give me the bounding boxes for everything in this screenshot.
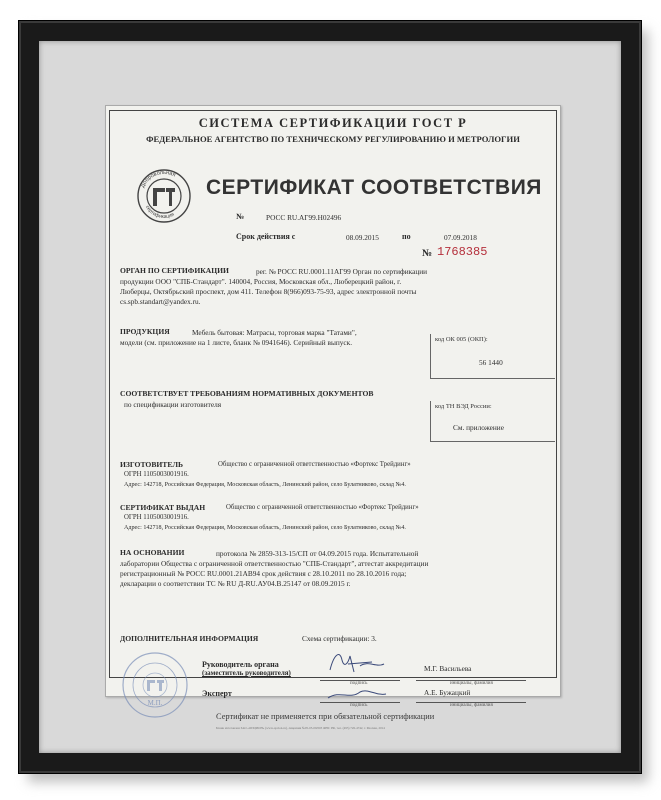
deputy-label: (заместитель руководителя)	[202, 669, 291, 677]
organ-line-2: продукции ООО "СПБ-Стандарт". 140004, Россия, Московская обл., Люберецкий район, г.	[120, 277, 402, 286]
product-label: ПРОДУКЦИЯ	[120, 327, 170, 336]
svg-text:Добровольная	[140, 170, 176, 189]
product-line-2: модели (см. приложение на 1 листе, бланк № 0941646). Серийный выпуск.	[120, 338, 353, 347]
head-signature-icon	[320, 646, 390, 676]
basis-label: НА ОСНОВАНИИ	[120, 548, 185, 557]
issued-to-name: Общество с ограниченной ответственностью «Фортекс Трейдинг»	[226, 504, 419, 511]
manufacturer-label: ИЗГОТОВИТЕЛЬ	[120, 460, 184, 469]
system-title: СИСТЕМА СЕРТИФИКАЦИИ ГОСТ Р	[198, 116, 468, 130]
issued-to-address: Адрес: 142718, Российская Федерация, Московская область, Ленинский район, село Булатниково, склад №4.	[124, 525, 406, 531]
validity-label: Срок действия с	[236, 232, 296, 241]
expert-signature-caption: подпись	[350, 703, 368, 708]
serial-label: №	[422, 248, 433, 259]
picture-frame	[18, 20, 642, 774]
product-line-1: Мебель бытовая: Матрасы, торговая марка "Татами",	[192, 328, 357, 337]
basis-line-3: регистрационный № РОСС RU.0001.21АВ94 срок действия с 28.10.2011 по 28.10.2016 года;	[120, 569, 407, 578]
blank-serial-number: 1768385	[437, 245, 488, 259]
issued-to-label: СЕРТИФИКАТ ВЫДАН	[120, 503, 206, 512]
certificate-title: СЕРТИФИКАТ СООТВЕТСТВИЯ	[206, 176, 542, 199]
okp-code-box	[430, 334, 555, 379]
manufacturer-address: Адрес: 142718, Российская Федерация, Московская область, Ленинский район, село Булатниково, склад №4.	[124, 482, 406, 488]
organ-line-4: cs.spb.standart@yandex.ru.	[120, 297, 201, 306]
printer-info: Бланк изготовлен ЗАО «ОПЦИОН» (www.opcion.ru), лицензия №05-05-09/003 ФНС РФ, тел. (495) 726-4742, г. Москва, 2014	[216, 726, 385, 730]
issued-to-ogrn: ОГРН 1105003001916.	[124, 514, 189, 521]
manufacturer-ogrn: ОГРН 1105003001916.	[124, 471, 189, 478]
stamp-mp-text: М.П.	[147, 699, 163, 707]
agency-title: ФЕДЕРАЛЬНОЕ АГЕНТСТВО ПО ТЕХНИЧЕСКОМУ РЕГУЛИРОВАНИЮ И МЕТРОЛОГИИ	[146, 134, 520, 144]
frame-mat	[39, 41, 621, 753]
compliance-line-1: по спецификации изготовителя	[124, 400, 222, 409]
organ-line-1: рег. № РОСС RU.0001.11АГ99 Орган по сертификации	[256, 267, 428, 276]
okp-value: 56 1440	[479, 358, 503, 367]
validity-to-label: по	[402, 232, 411, 241]
certificate-document	[105, 105, 561, 730]
validity-from: 08.09.2015	[346, 233, 379, 242]
expert-label: Эксперт	[202, 689, 232, 698]
additional-info-text: Схема сертификации: 3.	[302, 634, 377, 643]
basis-line-2: лаборатории Общества с ограниченной ответственностью "СПБ-Стандарт", аттестат аккредитации	[120, 559, 429, 568]
certificate-number: РОСС RU.АГ99.Н02496	[266, 213, 342, 222]
footer-note: Сертификат не применяется при обязательной сертификации	[216, 712, 435, 721]
validity-to: 07.09.2018	[444, 233, 477, 242]
head-name-caption: инициалы, фамилия	[450, 681, 493, 686]
basis-line-1: протокола № 2859-313-15/СП от 04.09.2015 года. Испытательной	[216, 549, 419, 558]
basis-line-4: декларации о соответствии ТС № RU Д-RU.АУ04.В.25147 от 08.09.2015 г.	[120, 579, 351, 588]
head-signature-caption: подпись	[350, 681, 368, 686]
okp-label: код ОК 005 (ОКП):	[435, 336, 488, 343]
manufacturer-name: Общество с ограниченной ответственностью «Фортекс Трейдинг»	[218, 461, 411, 468]
tnved-code-box	[430, 401, 555, 442]
logo-text-top: Добровольная	[139, 169, 177, 189]
tnved-value: См. приложение	[453, 423, 504, 432]
organ-line-3: Люберцы, Октябрьский проспект, дом 411. Телефон 8(966)093-75-93, адрес электронной почты	[120, 287, 417, 296]
compliance-label: СООТВЕТСТВУЕТ ТРЕБОВАНИЯМ НОРМАТИВНЫХ ДОКУМЕНТОВ	[120, 389, 374, 398]
tnved-label: код ТН ВЭД России:	[435, 403, 492, 410]
organ-label: ОРГАН ПО СЕРТИФИКАЦИИ	[120, 266, 229, 275]
logo-text-bottom: сертификация	[144, 204, 176, 221]
number-label: №	[236, 212, 245, 221]
expert-name-caption: инициалы, фамилия	[450, 703, 493, 708]
expert-name: А.Е. Бужацкий	[424, 688, 471, 697]
expert-signature-icon	[320, 682, 390, 704]
head-name: М.Г. Васильева	[424, 664, 472, 673]
head-label: Руководитель органа	[202, 660, 279, 669]
organ-seal-stamp-icon	[120, 650, 190, 720]
additional-info-label: ДОПОЛНИТЕЛЬНАЯ ИНФОРМАЦИЯ	[120, 634, 259, 643]
gost-r-logo-icon	[136, 168, 192, 224]
